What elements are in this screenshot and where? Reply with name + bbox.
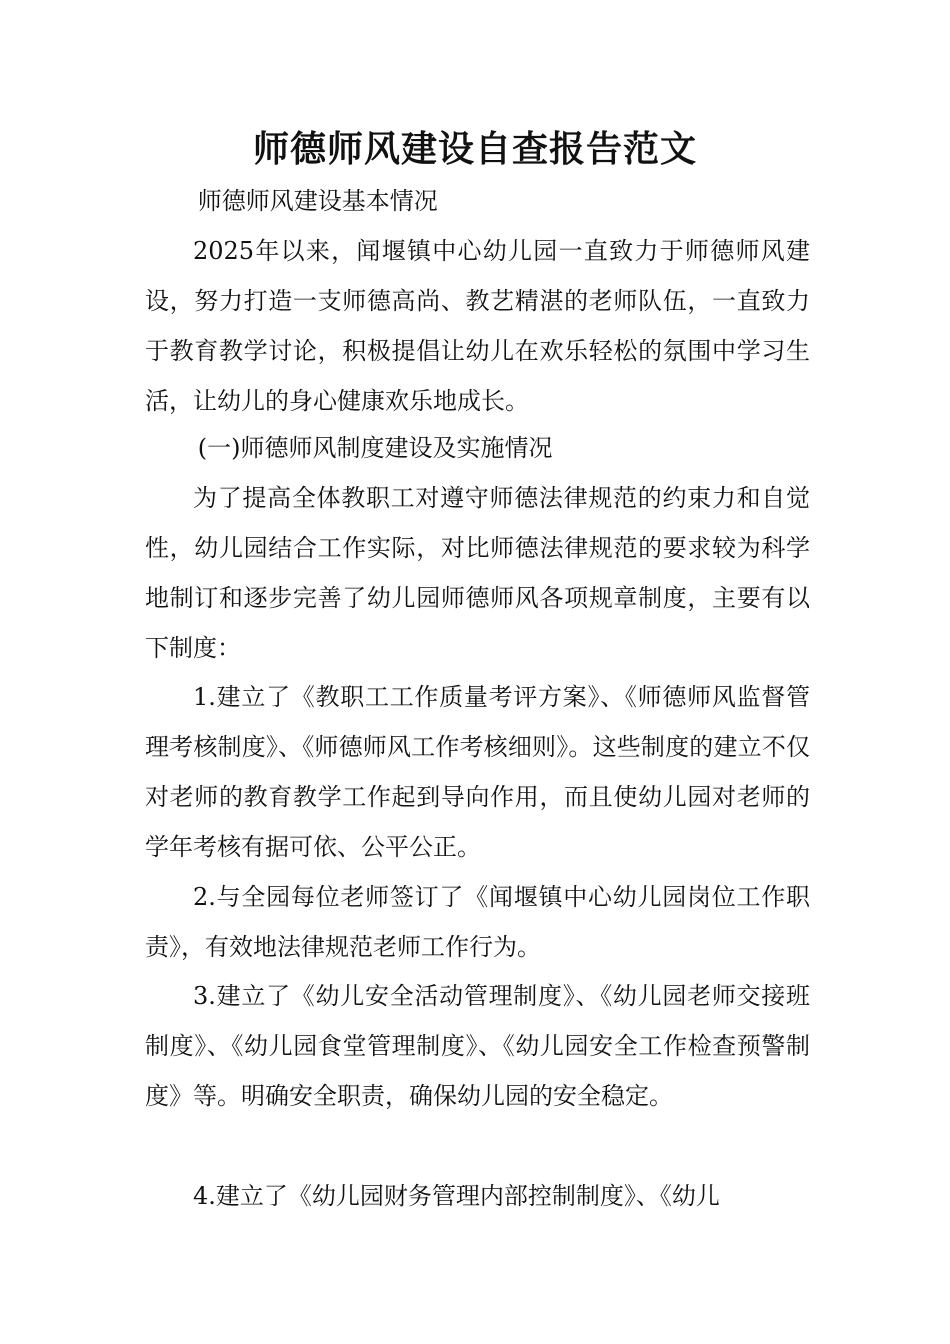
list-item-2: 2.与全园每位老师签订了《闻堰镇中心幼儿园岗位工作职责》，有效地法律规范老师工作行为。 bbox=[145, 883, 810, 961]
document-title: 师德师风建设自查报告范文 bbox=[252, 129, 697, 170]
list-item-3: 3.建立了《幼儿安全活动管理制度》、《幼儿园老师交接班制度》、《幼儿园食堂管理制度》、《幼儿园安全工作检查预警制度》等。明确安全职责，确保幼儿园的安全稳定。 bbox=[145, 982, 810, 1110]
paragraph-intro: 2025年以来，闻堰镇中心幼儿园一直致力于师德师风建设，努力打造一支师德高尚、教艺精湛的老师队伍，一直致力于教育教学讨论，积极提倡让幼儿在欢乐轻松的氛围中学习生活，让幼儿的身心健康欢乐地成长。 bbox=[145, 237, 810, 415]
section-heading-1: (一)师德师风制度建设及实施情况 bbox=[197, 434, 553, 462]
subtitle-heading: 师德师风建设基本情况 bbox=[197, 187, 438, 215]
list-item-1: 1.建立了《教职工工作质量考评方案》、《师德师风监督管理考核制度》、《师德师风工作考核细则》。这些制度的建立不仅对老师的教育教学工作起到导向作用，而且使幼儿园对老师的学年考核有据可依、公平公正。 bbox=[145, 683, 810, 861]
list-item-4: 4.建立了《幼儿园财务管理内部控制制度》、《幼儿 bbox=[193, 1182, 720, 1210]
paragraph-regulations: 为了提高全体教职工对遵守师德法律规范的约束力和自觉性，幼儿园结合工作实际，对比师德法律规范的要求较为科学地制订和逐步完善了幼儿园师德师风各项规章制度，主要有以下制度： bbox=[145, 484, 810, 662]
